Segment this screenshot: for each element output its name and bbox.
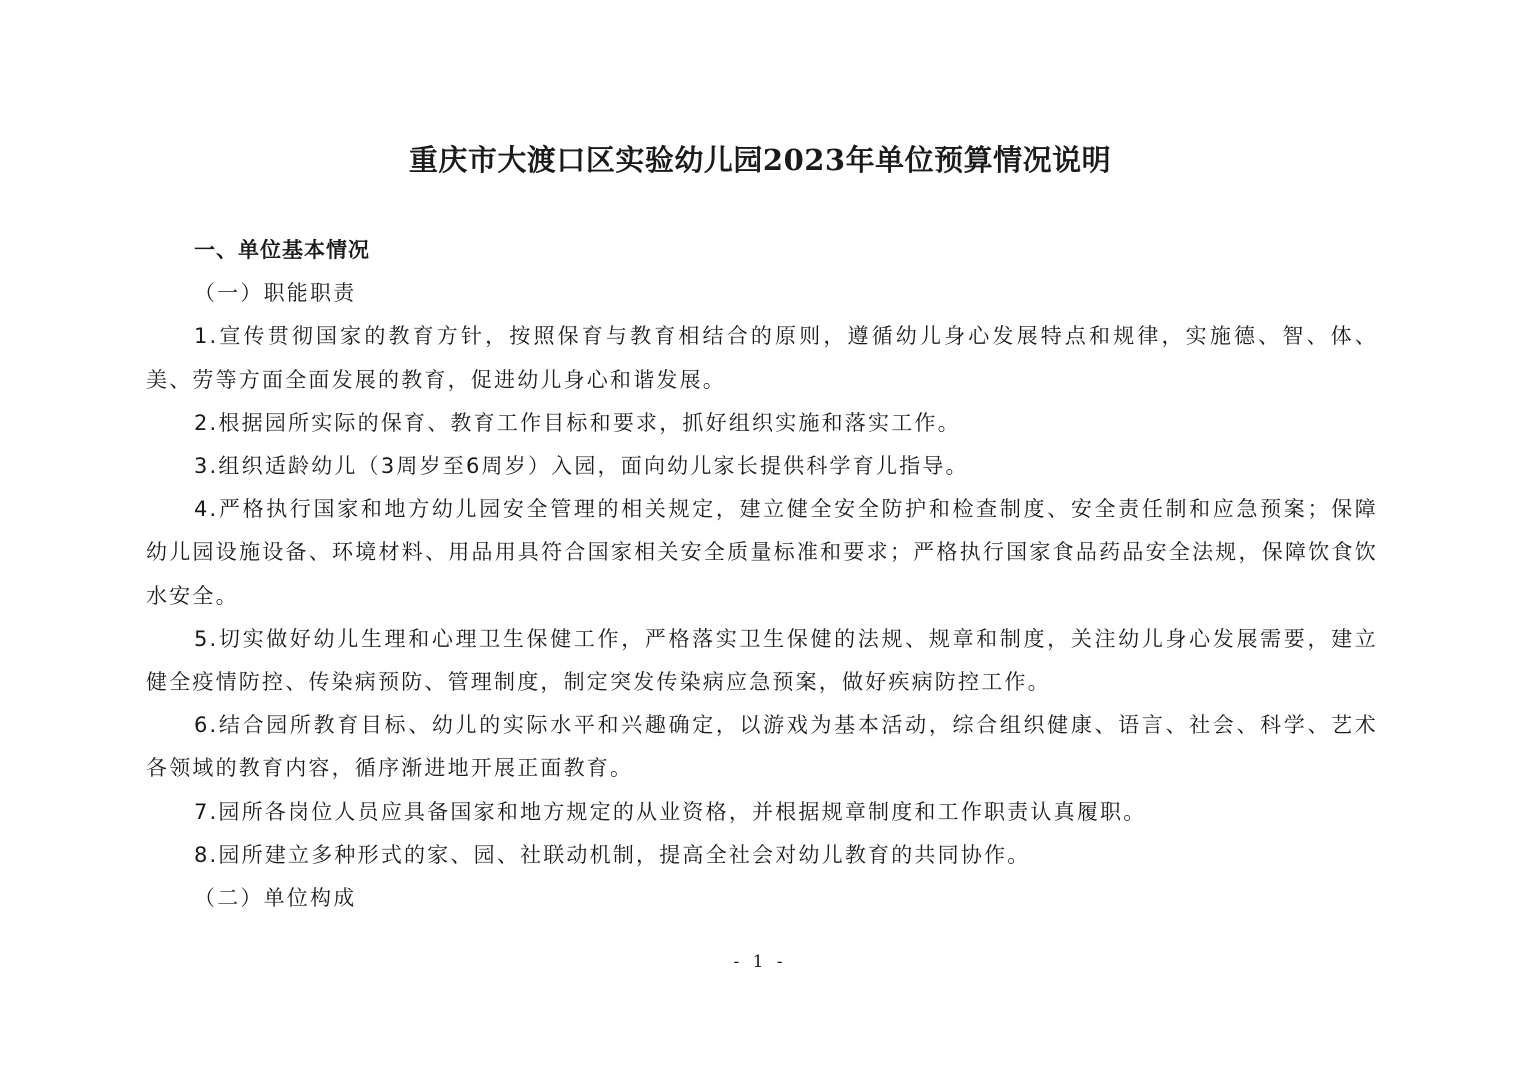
duty-item-5: 5.切实做好幼儿生理和心理卫生保健工作，严格落实卫生保健的法规、规章和制度，关注幼儿身心发展需要，建立健全疫情防控、传染病预防、管理制度，制定突发传染病应急预案，做好疾病防控工作。	[146, 626, 1378, 695]
subsection-heading-composition: （二）单位构成	[194, 886, 357, 911]
document-title: 重庆市大渡口区实验幼儿园2023年单位预算情况说明	[408, 143, 1112, 177]
section-heading-basic-info: 一、单位基本情况	[194, 238, 370, 262]
duty-item-7: 7.园所各岗位人员应具备国家和地方规定的从业资格，并根据规章制度和工作职责认真履职。	[194, 799, 1147, 824]
document-body	[146, 229, 1378, 920]
duty-item-8: 8.园所建立多种形式的家、园、社联动机制，提高全社会对幼儿教育的共同协作。	[194, 842, 1031, 867]
duty-item-6: 6.结合园所教育目标、幼儿的实际水平和兴趣确定，以游戏为基本活动，综合组织健康、语言、社会、科学、艺术各领域的教育内容，循序渐进地开展正面教育。	[146, 713, 1378, 781]
duty-item-4: 4.严格执行国家和地方幼儿园安全管理的相关规定，建立健全安全防护和检查制度、安全责任制和应急预案；保障幼儿园设施设备、环境材料、用品用具符合国家相关安全质量标准和要求；严格执行国家食品药品安全法规，保障饮食饮水安全。	[146, 497, 1378, 608]
duty-item-2: 2.根据园所实际的保育、教育工作目标和要求，抓好组织实施和落实工作。	[194, 410, 961, 435]
page-number: - 1 -	[733, 952, 787, 972]
duty-item-1: 1.宣传贯彻国家的教育方针，按照保育与教育相结合的原则，遵循幼儿身心发展特点和规律，实施德、智、体、美、劳等方面全面发展的教育，促进幼儿身心和谐发展。	[146, 324, 1378, 392]
subsection-heading-duties: （一）职能职责	[194, 281, 357, 306]
duty-item-3: 3.组织适龄幼儿（3周岁至6周岁）入园，面向幼儿家长提供科学育儿指导。	[194, 454, 969, 479]
